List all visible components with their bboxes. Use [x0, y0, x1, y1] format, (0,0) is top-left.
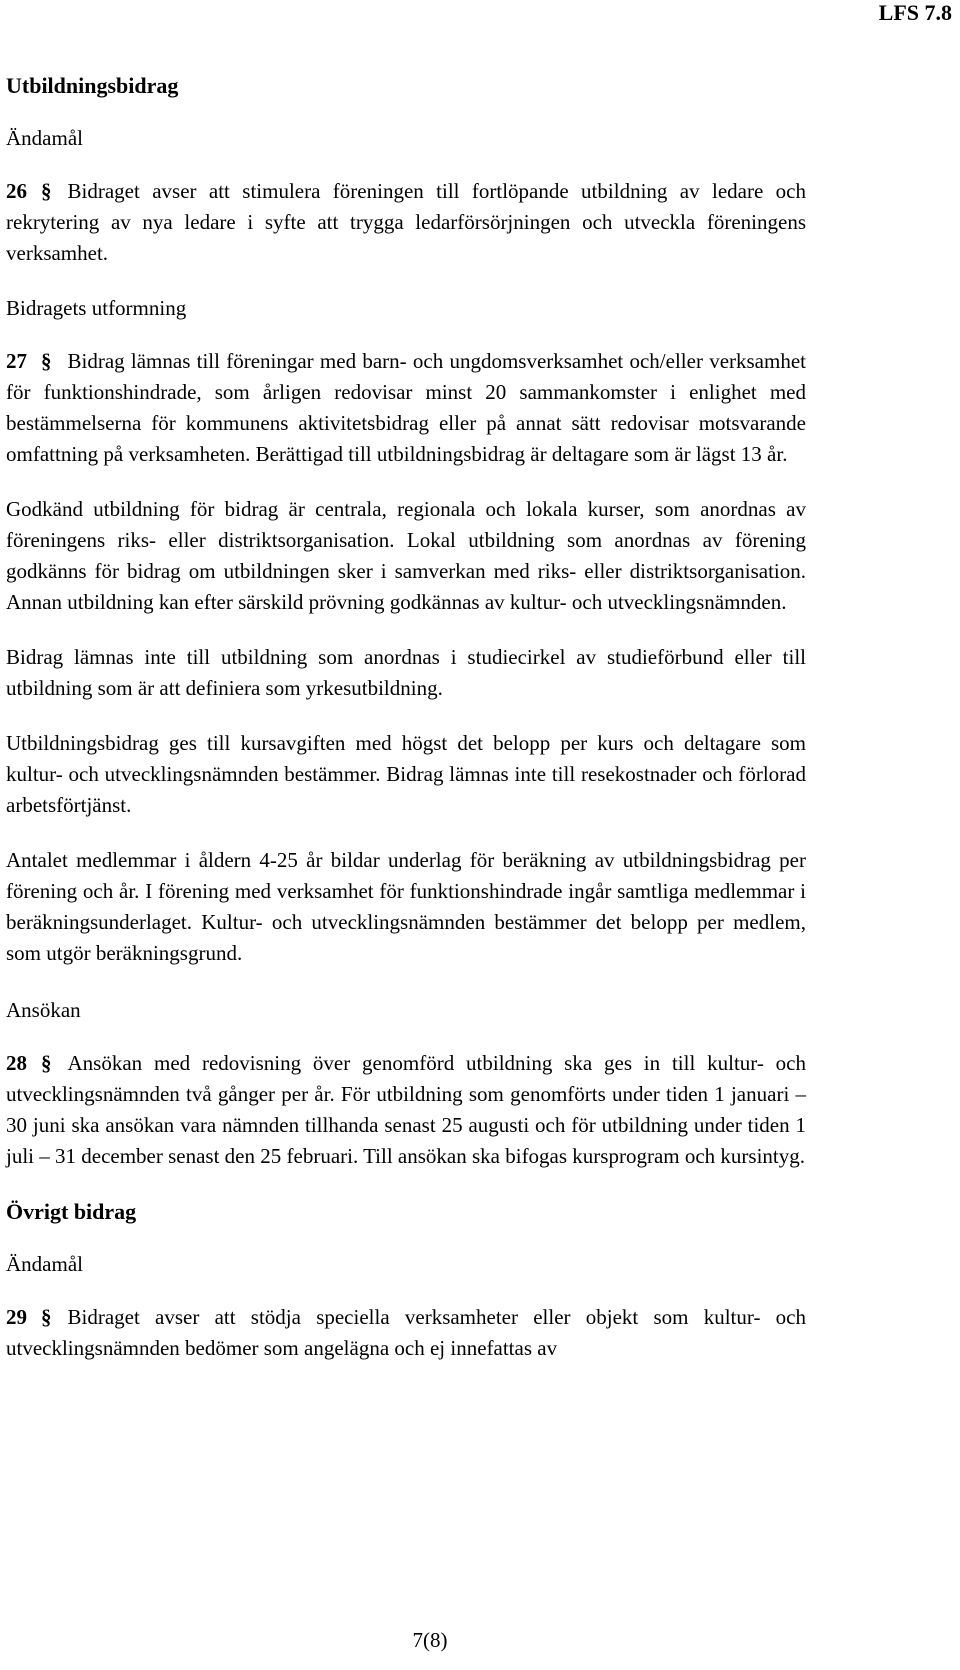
paragraph-text: Bidraget avser att stödja speciella verksamheter eller objekt som kultur- och utvecklingsnämnden bedömer som angelägna och ej innefattas av: [6, 1305, 806, 1360]
section-sign-icon: §: [41, 1305, 52, 1329]
subheading-bidragets-utformning: Bidragets utformning: [6, 296, 187, 320]
paragraph-text: Ansökan med redovisning över genomförd utbildning ska ges in till kultur- och utvecklingsnämnden två gånger per år. För utbildning som genomförts under tiden 1 januari – 30 juni ska ansökan vara nämnden tillhanda senast 25 augusti och för utbildning under tiden 1 juli – 31 december senast den 25 februari. Till ansökan ska bifogas kursprogram och kursintyg.: [6, 1051, 806, 1168]
subheading-andamal: Ändamål: [6, 126, 83, 150]
document-body: [6, 70, 806, 1388]
paragraph-number: 28: [6, 1051, 27, 1075]
paragraph-29: [6, 1302, 806, 1364]
paragraph-27-godkand: Godkänd utbildning för bidrag är centrala, regionala och lokala kurser, som anordnas av föreningens riks- eller distriktsorganisation. Lokal utbildning som anordnas av förening godkänns för bidrag om utbildningen sker i samverkan med riks- eller distriktsorganisation. Annan utbildning kan efter särskild prövning godkännas av kultur- och utvecklingsnämnden.: [6, 497, 806, 614]
subheading-andamal-2: Ändamål: [6, 1252, 83, 1276]
paragraph-number: 26: [6, 179, 27, 203]
paragraph-27-kursavgift: Utbildningsbidrag ges till kursavgiften med högst det belopp per kurs och deltagare som kultur- och utvecklingsnämnden bestämmer. Bidrag lämnas inte till resekostnader och förlorad arbetsförtjänst.: [6, 731, 806, 817]
section-title-utbildningsbidrag: Utbildningsbidrag: [6, 73, 179, 98]
section-title-ovrigt-bidrag: Övrigt bidrag: [6, 1199, 137, 1224]
paragraph-text: Bidrag lämnas till föreningar med barn- och ungdomsverksamhet och/eller verksamhet för funktionshindrade, som årligen redovisar minst 20 sammankomster i enlighet med bestämmelserna för kommunens aktivitetsbidrag eller på annat sätt redovisar motsvarande omfattning på verksamheten. Berättigad till utbildningsbidrag är deltagare som är lägst 13 år.: [6, 349, 806, 466]
section-sign-icon: §: [41, 349, 52, 373]
section-sign-icon: §: [41, 179, 52, 203]
page-number: 7(8): [412, 1628, 448, 1652]
paragraph-27: [6, 346, 806, 470]
paragraph-number: 29: [6, 1305, 27, 1329]
paragraph-number: 27: [6, 349, 27, 373]
paragraph-28: [6, 1048, 806, 1172]
paragraph-text: Bidraget avser att stimulera föreningen till fortlöpande utbildning av ledare och rekrytering av nya ledare i syfte att trygga ledarförsörjningen och utveckla föreningens verksamhet.: [6, 179, 806, 265]
paragraph-26: [6, 176, 806, 269]
section-sign-icon: §: [41, 1051, 52, 1075]
subheading-ansokan: Ansökan: [6, 998, 81, 1022]
paragraph-27-studiecirkel: Bidrag lämnas inte till utbildning som anordnas i studiecirkel av studieförbund eller till utbildning som är att definiera som yrkesutbildning.: [6, 645, 806, 700]
document-id: LFS 7.8: [878, 0, 952, 25]
paragraph-27-medlemmar: Antalet medlemmar i åldern 4-25 år bildar underlag för beräkning av utbildningsbidrag per förening och år. I förening med verksamhet för funktionshindrade ingår samtliga medlemmar i beräkningsunderlaget. Kultur- och utvecklingsnämnden bestämmer det belopp per medlem, som utgör beräkningsgrund.: [6, 848, 806, 965]
